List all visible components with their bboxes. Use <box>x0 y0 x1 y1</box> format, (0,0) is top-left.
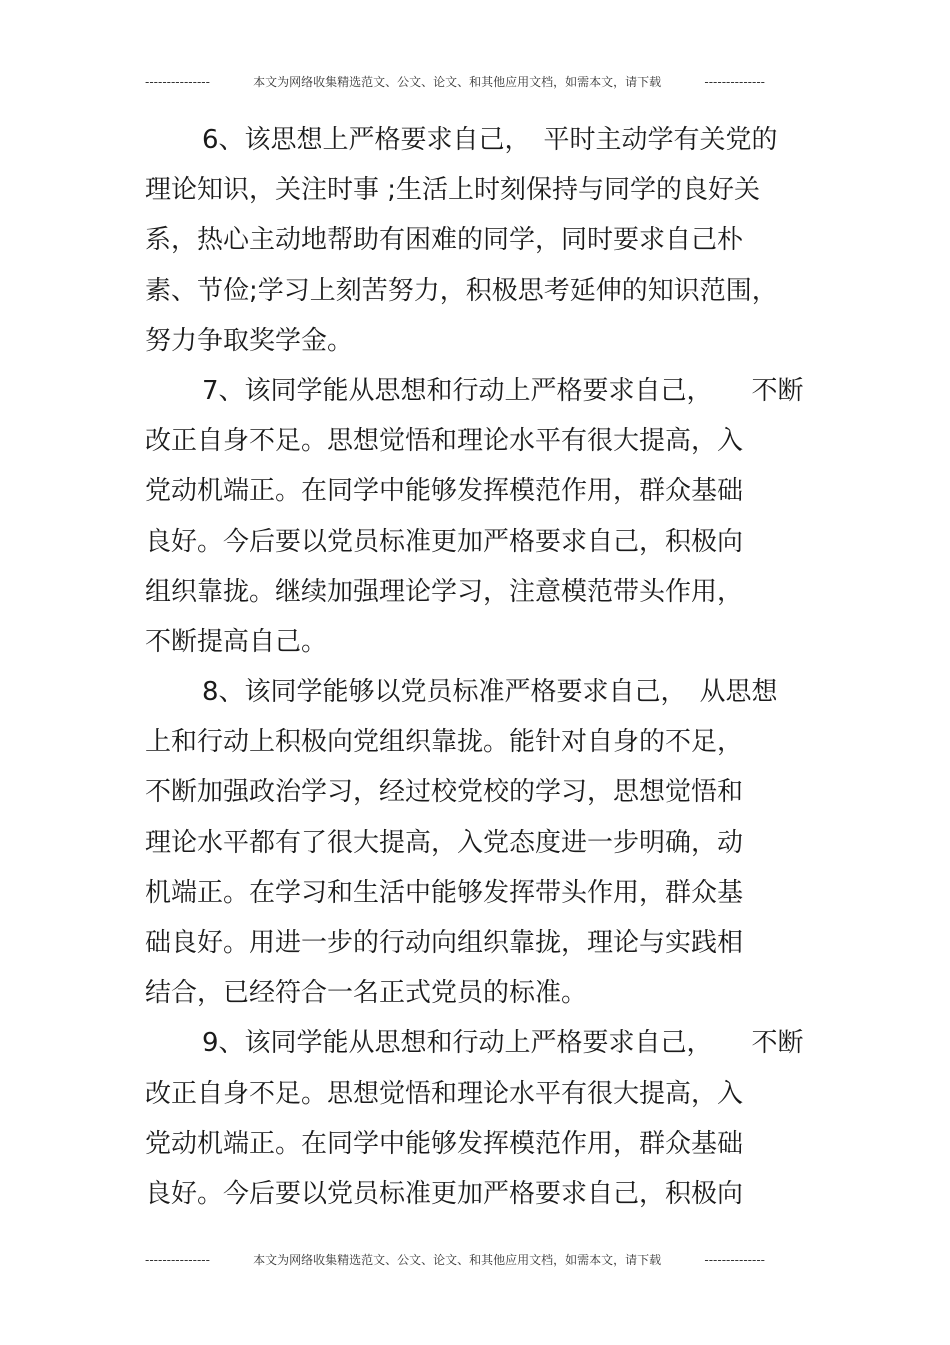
paragraph-line: 改正自身不足。思想觉悟和理论水平有很大提高，入 <box>145 426 744 457</box>
paragraph-line: 党动机端正。在同学中能够发挥模范作用，群众基础 <box>145 1128 744 1159</box>
paragraph-line: 不断加强政治学习，经过校党校的学习，思想觉悟和 <box>145 777 744 808</box>
paragraph-line: 组织靠拢。继续加强理论学习，注意模范带头作用， <box>145 576 744 607</box>
document-body <box>145 115 805 1219</box>
paragraph-7 <box>145 366 805 667</box>
paragraph-line: 素、节俭;学习上刻苦努力，积极思考延伸的知识范围， <box>145 275 778 306</box>
paragraph-line: 6、该思想上严格要求自己， 平时主动学有关党的 <box>202 125 778 155</box>
paragraph-line: 党动机端正。在同学中能够发挥模范作用，群众基础 <box>145 476 744 507</box>
footer-left-dashes: --------------- <box>145 1253 210 1267</box>
header-text: 本文为网络收集精选范文、公文、论文、和其他应用文档，如需本文，请下载 <box>253 75 662 89</box>
paragraph-line: 改正自身不足。思想觉悟和理论水平有很大提高，入 <box>145 1078 744 1109</box>
footer-right-dashes: -------------- <box>704 1253 765 1267</box>
paragraph-line: 良好。今后要以党员标准更加严格要求自己，积极向 <box>145 526 744 557</box>
paragraph-line: 理论水平都有了很大提高，入党态度进一步明确，动 <box>145 827 744 858</box>
paragraph-line: 8、该同学能够以党员标准严格要求自己， 从思想 <box>202 677 778 708</box>
paragraph-line: 不断提高自己。 <box>145 626 328 657</box>
paragraph-6 <box>145 115 805 366</box>
paragraph-line: 理论知识，关注时事 ;生活上时刻保持与同学的良好关 <box>145 175 761 206</box>
paragraph-line: 上和行动上积极向党组织靠拢。能针对自身的不足， <box>145 727 744 758</box>
footer-text: 本文为网络收集精选范文、公文、论文、和其他应用文档，如需本文，请下载 <box>253 1253 662 1267</box>
paragraph-line: 良好。今后要以党员标准更加严格要求自己，积极向 <box>145 1178 744 1209</box>
paragraph-line: 础良好。用进一步的行动向组织靠拢，理论与实践相 <box>145 928 744 958</box>
paragraph-line: 结合，已经符合一名正式党员的标准。 <box>145 978 588 1009</box>
paragraph-9 <box>145 1018 805 1219</box>
paragraph-line: 机端正。在学习和生活中能够发挥带头作用，群众基 <box>145 877 744 908</box>
paragraph-8 <box>145 667 805 1018</box>
header-right-dashes: -------------- <box>704 75 765 89</box>
paragraph-line: 系，热心主动地帮助有困难的同学，同时要求自己朴 <box>145 225 744 256</box>
page-header <box>145 72 765 92</box>
header-left-dashes: --------------- <box>145 75 210 89</box>
paragraph-line: 努力争取奖学金。 <box>145 325 354 356</box>
paragraph-line: 7、该同学能从思想和行动上严格要求自己， 不断 <box>202 375 804 406</box>
page-footer <box>145 1250 765 1270</box>
paragraph-line: 9、该同学能从思想和行动上严格要求自己， 不断 <box>202 1028 804 1059</box>
